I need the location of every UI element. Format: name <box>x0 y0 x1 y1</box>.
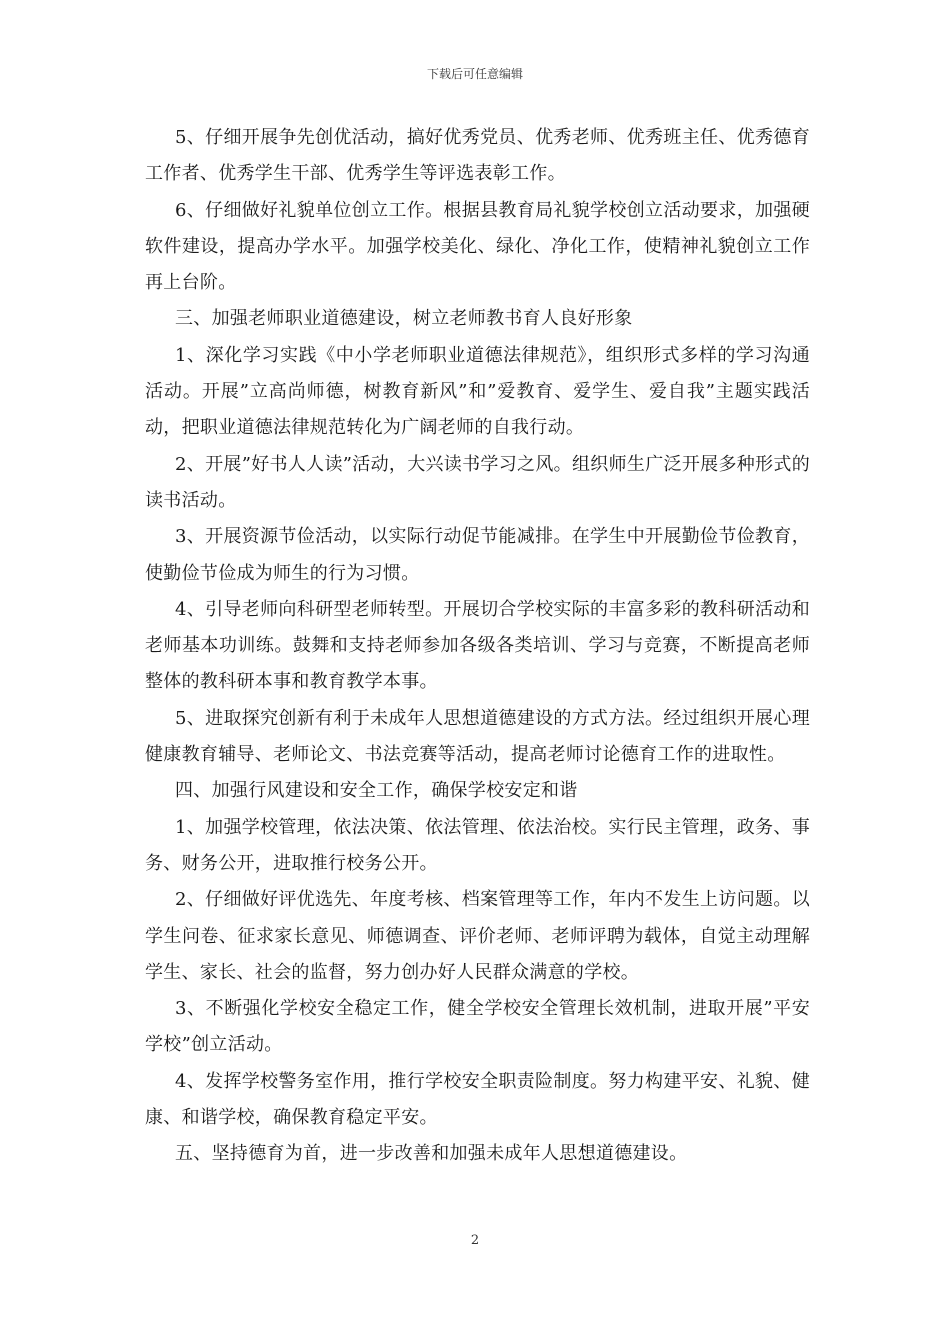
page-header: 下载后可任意编辑 <box>426 67 523 81</box>
section-heading-3: 三、加强老师职业道德建设，树立老师教书育人良好形象 <box>175 308 633 330</box>
section-heading-4: 四、加强行风建设和安全工作，确保学校安定和谐 <box>175 780 578 802</box>
paragraph-item-5-innovation: 5、进取探究创新有利于未成年人思想道德建设的方式方法。经过组织开展心理健康教育辅导、老师论文、书法竞赛等活动，提高老师讨论德育工作的进取性。 <box>145 707 810 766</box>
paragraph-item-1-ethics-study: 1、深化学习实践《中小学老师职业道德法律规范》，组织形式多样的学习沟通活动。开展”立高尚师德，树教育新风”和”爱教育、爱学生、爱自我”主题实践活动，把职业道德法律规范转化为广阔老师的自我行动。 <box>145 344 810 439</box>
page-number: 2 <box>470 1233 480 1248</box>
paragraph-item-4-research: 4、引导老师向科研型老师转型。开展切合学校实际的丰富多彩的教科研活动和老师基本功训练。鼓舞和支持老师参加各级各类培训、学习与竞赛，不断提高老师整体的教科研本事和教育教学本事。 <box>145 598 810 693</box>
paragraph-item-2-evaluation: 2、仔细做好评优选先、年度考核、档案管理等工作，年内不发生上访问题。以学生问卷、征求家长意见、师德调查、评价老师、老师评聘为载体，自觉主动理解学生、家长、社会的监督，努力创办好人民群众满意的学校。 <box>145 889 810 983</box>
paragraph-item-1-management: 1、加强学校管理，依法决策、依法管理、依法治校。实行民主管理，政务、事务、财务公开，进取推行校务公开。 <box>145 816 810 874</box>
paragraph-item-5-commendation: 5、仔细开展争先创优活动，搞好优秀党员、优秀老师、优秀班主任、优秀德育工作者、优秀学生干部、优秀学生等评选表彰工作。 <box>145 127 810 185</box>
paragraph-item-3-saving: 3、开展资源节俭活动，以实际行动促节能减排。在学生中开展勤俭节俭教育，使勤俭节俭成为师生的行为习惯。 <box>145 526 810 584</box>
paragraph-item-6-civility: 6、仔细做好礼貌单位创立工作。根据县教育局礼貌学校创立活动要求，加强硬软件建设，提高办学水平。加强学校美化、绿化、净化工作，使精神礼貌创立工作再上台阶。 <box>145 199 810 294</box>
paragraph-item-4-police-office: 4、发挥学校警务室作用，推行学校安全职责险制度。努力构建平安、礼貌、健康、和谐学校，确保教育稳定平安。 <box>145 1070 810 1129</box>
paragraph-item-3-safety: 3、不断强化学校安全稳定工作，健全学校安全管理长效机制，进取开展”平安学校”创立活动。 <box>145 998 810 1056</box>
paragraph-item-2-reading: 2、开展”好书人人读”活动，大兴读书学习之风。组织师生广泛开展多种形式的读书活动。 <box>145 453 810 511</box>
document-body <box>145 120 810 1173</box>
section-heading-5: 五、坚持德育为首，进一步改善和加强未成年人思想道德建设。 <box>175 1143 688 1165</box>
